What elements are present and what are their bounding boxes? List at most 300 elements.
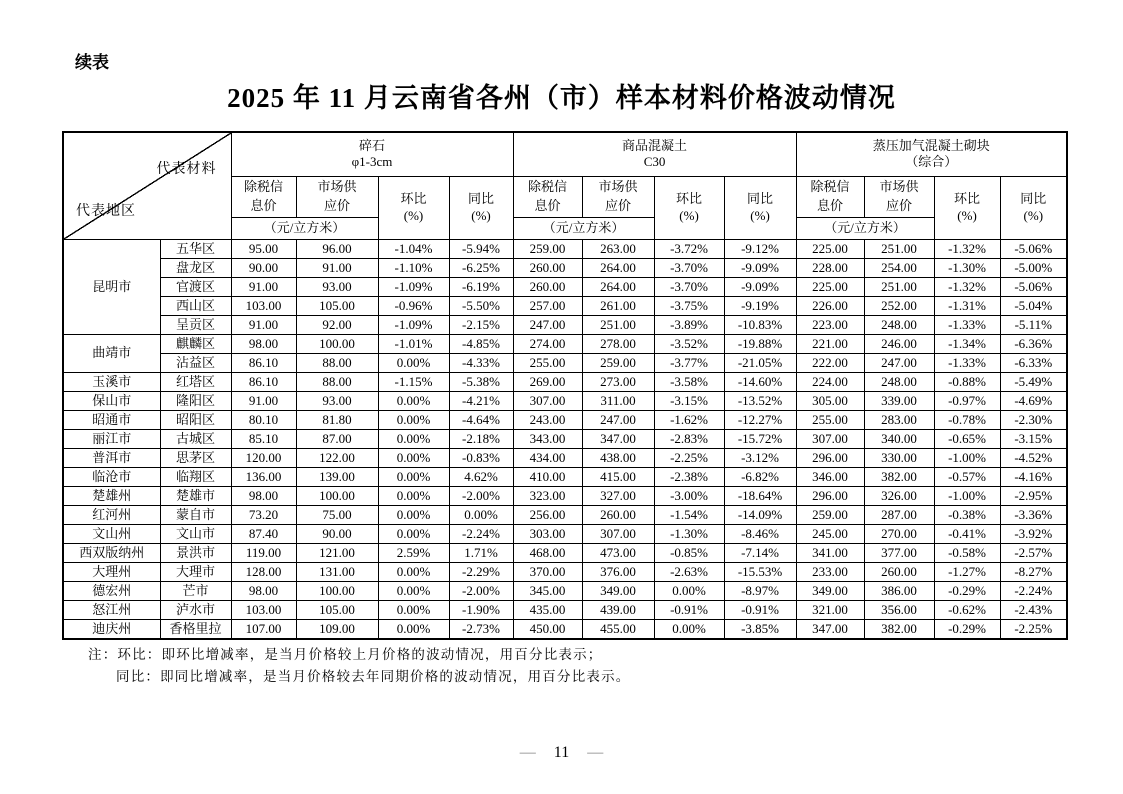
table-row [63,524,1067,543]
region-cell: 西双版纳州 [63,543,160,562]
value-cell: 438.00 [582,448,654,467]
district-cell: 蒙自市 [160,505,231,524]
value-cell: 259.00 [582,353,654,372]
value-cell: 0.00% [378,505,449,524]
value-cell: 225.00 [796,277,864,296]
value-cell: -0.29% [934,581,1000,600]
value-cell: -3.70% [654,258,724,277]
note-yoy: 同比：即同比增减率，是当月价格较去年同期价格的波动情况，用百分比表示。 [116,669,631,684]
value-cell: 270.00 [864,524,934,543]
value-cell: -14.09% [724,505,796,524]
value-cell: -1.00% [934,448,1000,467]
value-cell: -2.57% [1000,543,1067,562]
district-cell: 景洪市 [160,543,231,562]
value-cell: -3.52% [654,334,724,353]
value-cell: 450.00 [513,619,582,639]
district-cell: 官渡区 [160,277,231,296]
value-cell: 260.00 [513,258,582,277]
value-cell: 247.00 [582,410,654,429]
page-title: 2025 年 11 月云南省各州（市）样本材料价格波动情况 [227,83,896,113]
district-cell: 古城区 [160,429,231,448]
district-cell: 红塔区 [160,372,231,391]
page-number [0,744,1123,762]
value-cell: -1.32% [934,239,1000,258]
price-table [62,131,1068,640]
value-cell: -2.00% [449,486,513,505]
value-cell: 259.00 [513,239,582,258]
value-cell: -2.30% [1000,410,1067,429]
value-cell: 80.10 [231,410,296,429]
value-cell: -4.69% [1000,391,1067,410]
value-cell: 136.00 [231,467,296,486]
value-cell: 273.00 [582,372,654,391]
value-cell: -0.91% [654,600,724,619]
value-cell: -5.06% [1000,239,1067,258]
region-cell: 红河州 [63,505,160,524]
value-cell: 260.00 [582,505,654,524]
value-cell: 224.00 [796,372,864,391]
value-cell: 251.00 [864,277,934,296]
value-cell: 307.00 [513,391,582,410]
value-cell: 75.00 [296,505,378,524]
value-cell: -6.19% [449,277,513,296]
value-cell: 223.00 [796,315,864,334]
value-cell: 259.00 [796,505,864,524]
value-cell: 0.00% [378,524,449,543]
group-spec: （综合） [905,154,958,170]
value-cell: 376.00 [582,562,654,581]
value-cell: -0.29% [934,619,1000,639]
group-header-concrete [513,132,796,176]
value-cell: -6.36% [1000,334,1067,353]
value-cell: 103.00 [231,600,296,619]
value-cell: -4.52% [1000,448,1067,467]
value-cell: 119.00 [231,543,296,562]
value-cell: -5.06% [1000,277,1067,296]
value-cell: -3.85% [724,619,796,639]
value-cell: 251.00 [864,239,934,258]
region-cell: 楚雄州 [63,486,160,505]
value-cell: 439.00 [582,600,654,619]
value-cell: -9.09% [724,277,796,296]
group-name: 蒸压加气混凝土砌块 [872,138,990,153]
value-cell: -19.88% [724,334,796,353]
value-cell: 296.00 [796,486,864,505]
group-name: 碎石 [359,138,386,153]
value-cell: 0.00% [378,448,449,467]
value-cell: 228.00 [796,258,864,277]
value-cell: 468.00 [513,543,582,562]
table-row [63,467,1067,486]
page-number-value: 11 [553,744,570,761]
value-cell: 91.00 [231,315,296,334]
value-cell: 305.00 [796,391,864,410]
value-cell: 0.00% [449,505,513,524]
value-cell: 370.00 [513,562,582,581]
value-cell: -1.62% [654,410,724,429]
table-notes [88,644,631,688]
table-row [63,315,1067,334]
value-cell: 222.00 [796,353,864,372]
region-cell: 临沧市 [63,467,160,486]
value-cell: 349.00 [796,581,864,600]
value-cell: 255.00 [513,353,582,372]
col-header-price-info: 除税信息价 [513,176,582,217]
value-cell: -0.58% [934,543,1000,562]
value-cell: 91.00 [231,391,296,410]
value-cell: 87.40 [231,524,296,543]
value-cell: 121.00 [296,543,378,562]
table-row [63,429,1067,448]
col-header-price-market: 市场供应价 [582,176,654,217]
district-cell: 文山市 [160,524,231,543]
value-cell: -3.72% [654,239,724,258]
value-cell: -3.58% [654,372,724,391]
value-cell: 340.00 [864,429,934,448]
value-cell: 88.00 [296,353,378,372]
value-cell: 0.00% [378,391,449,410]
value-cell: 246.00 [864,334,934,353]
value-cell: 86.10 [231,353,296,372]
header-group-row [63,132,1067,176]
value-cell: -6.25% [449,258,513,277]
value-cell: 330.00 [864,448,934,467]
table-row [63,296,1067,315]
value-cell: 100.00 [296,486,378,505]
district-cell: 呈贡区 [160,315,231,334]
table-row [63,239,1067,258]
value-cell: 91.00 [231,277,296,296]
table-row [63,619,1067,639]
value-cell: -2.25% [1000,619,1067,639]
value-cell: -1.27% [934,562,1000,581]
value-cell: 93.00 [296,391,378,410]
value-cell: 261.00 [582,296,654,315]
unit-cell: （元/立方米） [513,217,654,239]
corner-region-label: 代表地区 [76,204,136,219]
value-cell: 90.00 [296,524,378,543]
value-cell: 131.00 [296,562,378,581]
group-spec: φ1-3cm [351,154,393,170]
value-cell: 92.00 [296,315,378,334]
unit-cell: （元/立方米） [796,217,934,239]
group-header-aac-block [796,132,1067,176]
district-cell: 泸水市 [160,600,231,619]
value-cell: -4.85% [449,334,513,353]
value-cell: 256.00 [513,505,582,524]
district-cell: 临翔区 [160,467,231,486]
value-cell: 345.00 [513,581,582,600]
value-cell: 326.00 [864,486,934,505]
value-cell: 243.00 [513,410,582,429]
value-cell: 245.00 [796,524,864,543]
value-cell: -21.05% [724,353,796,372]
value-cell: 139.00 [296,467,378,486]
value-cell: -2.29% [449,562,513,581]
table-row [63,353,1067,372]
value-cell: 0.00% [378,467,449,486]
value-cell: -15.72% [724,429,796,448]
value-cell: 0.00% [378,486,449,505]
value-cell: -2.38% [654,467,724,486]
value-cell: 347.00 [582,429,654,448]
value-cell: -1.04% [378,239,449,258]
district-cell: 隆阳区 [160,391,231,410]
value-cell: 100.00 [296,334,378,353]
value-cell: 307.00 [796,429,864,448]
region-cell: 普洱市 [63,448,160,467]
value-cell: -6.33% [1000,353,1067,372]
col-header-yoy: 同比 (%) [1000,176,1067,239]
value-cell: -1.01% [378,334,449,353]
col-header-mom: 环比 (%) [934,176,1000,239]
value-cell: 264.00 [582,277,654,296]
value-cell: 105.00 [296,600,378,619]
value-cell: 252.00 [864,296,934,315]
value-cell: 339.00 [864,391,934,410]
value-cell: -3.15% [654,391,724,410]
value-cell: 248.00 [864,372,934,391]
value-cell: -1.31% [934,296,1000,315]
value-cell: 296.00 [796,448,864,467]
value-cell: -1.33% [934,315,1000,334]
value-cell: -5.50% [449,296,513,315]
value-cell: -3.77% [654,353,724,372]
district-cell: 西山区 [160,296,231,315]
value-cell: -1.33% [934,353,1000,372]
value-cell: -0.78% [934,410,1000,429]
value-cell: 260.00 [513,277,582,296]
value-cell: 254.00 [864,258,934,277]
value-cell: -3.75% [654,296,724,315]
value-cell: 382.00 [864,619,934,639]
value-cell: 455.00 [582,619,654,639]
value-cell: -15.53% [724,562,796,581]
value-cell: -1.30% [934,258,1000,277]
value-cell: 122.00 [296,448,378,467]
value-cell: -1.32% [934,277,1000,296]
value-cell: -4.64% [449,410,513,429]
value-cell: 349.00 [582,581,654,600]
page-number-dash-left: — [519,744,536,761]
value-cell: -13.52% [724,391,796,410]
value-cell: 356.00 [864,600,934,619]
value-cell: 98.00 [231,581,296,600]
value-cell: -9.12% [724,239,796,258]
table-row [63,486,1067,505]
table-row [63,277,1067,296]
value-cell: -2.15% [449,315,513,334]
value-cell: 346.00 [796,467,864,486]
value-cell: -5.38% [449,372,513,391]
value-cell: -1.90% [449,600,513,619]
value-cell: 341.00 [796,543,864,562]
value-cell: 311.00 [582,391,654,410]
value-cell: -9.19% [724,296,796,315]
value-cell: 473.00 [582,543,654,562]
col-header-yoy: 同比 (%) [724,176,796,239]
region-cell: 昭通市 [63,410,160,429]
value-cell: -1.15% [378,372,449,391]
value-cell: -10.83% [724,315,796,334]
value-cell: -1.09% [378,277,449,296]
value-cell: 98.00 [231,334,296,353]
value-cell: 107.00 [231,619,296,639]
col-header-price-market: 市场供应价 [296,176,378,217]
value-cell: -3.15% [1000,429,1067,448]
value-cell: -4.33% [449,353,513,372]
value-cell: 248.00 [864,315,934,334]
value-cell: -8.27% [1000,562,1067,581]
region-cell: 德宏州 [63,581,160,600]
value-cell: 415.00 [582,467,654,486]
value-cell: 2.59% [378,543,449,562]
value-cell: 0.00% [378,619,449,639]
group-header-crushed-stone [231,132,513,176]
value-cell: 105.00 [296,296,378,315]
value-cell: 323.00 [513,486,582,505]
value-cell: 386.00 [864,581,934,600]
value-cell: 0.00% [378,410,449,429]
value-cell: 73.20 [231,505,296,524]
value-cell: 226.00 [796,296,864,315]
col-header-mom: 环比 (%) [378,176,449,239]
value-cell: 377.00 [864,543,934,562]
continued-table-label: 续表 [75,53,109,72]
value-cell: -2.24% [449,524,513,543]
value-cell: 0.00% [654,581,724,600]
value-cell: -4.21% [449,391,513,410]
value-cell: 91.00 [296,258,378,277]
value-cell: 0.00% [378,581,449,600]
unit-cell: （元/立方米） [231,217,378,239]
value-cell: -3.12% [724,448,796,467]
table-body [63,239,1067,639]
value-cell: 269.00 [513,372,582,391]
region-cell: 玉溪市 [63,372,160,391]
table-row [63,543,1067,562]
value-cell: 307.00 [582,524,654,543]
table-row [63,391,1067,410]
value-cell: -3.92% [1000,524,1067,543]
district-cell: 五华区 [160,239,231,258]
value-cell: 221.00 [796,334,864,353]
value-cell: -0.41% [934,524,1000,543]
value-cell: 0.00% [378,353,449,372]
value-cell: -0.97% [934,391,1000,410]
value-cell: -2.25% [654,448,724,467]
district-cell: 麒麟区 [160,334,231,353]
col-header-price-market: 市场供应价 [864,176,934,217]
table-row [63,581,1067,600]
value-cell: -12.27% [724,410,796,429]
region-cell: 迪庆州 [63,619,160,639]
value-cell: 251.00 [582,315,654,334]
page-number-dash-right: — [587,744,604,761]
value-cell: 303.00 [513,524,582,543]
value-cell: -5.11% [1000,315,1067,334]
value-cell: -0.62% [934,600,1000,619]
value-cell: 109.00 [296,619,378,639]
district-cell: 楚雄市 [160,486,231,505]
region-cell: 大理州 [63,562,160,581]
value-cell: 247.00 [513,315,582,334]
table-row [63,448,1067,467]
value-cell: -5.00% [1000,258,1067,277]
value-cell: -7.14% [724,543,796,562]
value-cell: 263.00 [582,239,654,258]
value-cell: 435.00 [513,600,582,619]
table-row [63,562,1067,581]
value-cell: 233.00 [796,562,864,581]
value-cell: -5.04% [1000,296,1067,315]
value-cell: 103.00 [231,296,296,315]
col-header-price-info: 除税信息价 [231,176,296,217]
value-cell: -18.64% [724,486,796,505]
value-cell: -8.97% [724,581,796,600]
value-cell: -2.18% [449,429,513,448]
value-cell: -0.83% [449,448,513,467]
value-cell: -3.70% [654,277,724,296]
value-cell: -1.30% [654,524,724,543]
value-cell: 95.00 [231,239,296,258]
value-cell: 100.00 [296,581,378,600]
value-cell: 86.10 [231,372,296,391]
value-cell: -0.85% [654,543,724,562]
value-cell: 434.00 [513,448,582,467]
value-cell: 274.00 [513,334,582,353]
value-cell: 247.00 [864,353,934,372]
value-cell: 120.00 [231,448,296,467]
value-cell: -2.83% [654,429,724,448]
value-cell: -2.24% [1000,581,1067,600]
value-cell: -14.60% [724,372,796,391]
col-header-price-info: 除税信息价 [796,176,864,217]
value-cell: 98.00 [231,486,296,505]
value-cell: 0.00% [378,562,449,581]
table-row [63,334,1067,353]
value-cell: -5.49% [1000,372,1067,391]
value-cell: 128.00 [231,562,296,581]
value-cell: 0.00% [378,600,449,619]
value-cell: -3.36% [1000,505,1067,524]
value-cell: -0.57% [934,467,1000,486]
district-cell: 芒市 [160,581,231,600]
value-cell: 255.00 [796,410,864,429]
value-cell: 327.00 [582,486,654,505]
region-cell: 昆明市 [63,239,160,334]
region-cell: 丽江市 [63,429,160,448]
value-cell: 260.00 [864,562,934,581]
value-cell: 321.00 [796,600,864,619]
value-cell: 278.00 [582,334,654,353]
value-cell: -3.89% [654,315,724,334]
value-cell: -9.09% [724,258,796,277]
value-cell: -0.65% [934,429,1000,448]
value-cell: -3.00% [654,486,724,505]
value-cell: 96.00 [296,239,378,258]
value-cell: 93.00 [296,277,378,296]
group-spec: C30 [643,154,666,170]
value-cell: 257.00 [513,296,582,315]
value-cell: 88.00 [296,372,378,391]
value-cell: -1.10% [378,258,449,277]
col-header-yoy: 同比 (%) [449,176,513,239]
table-row [63,372,1067,391]
corner-header-cell [63,132,231,239]
value-cell: 343.00 [513,429,582,448]
value-cell: 264.00 [582,258,654,277]
